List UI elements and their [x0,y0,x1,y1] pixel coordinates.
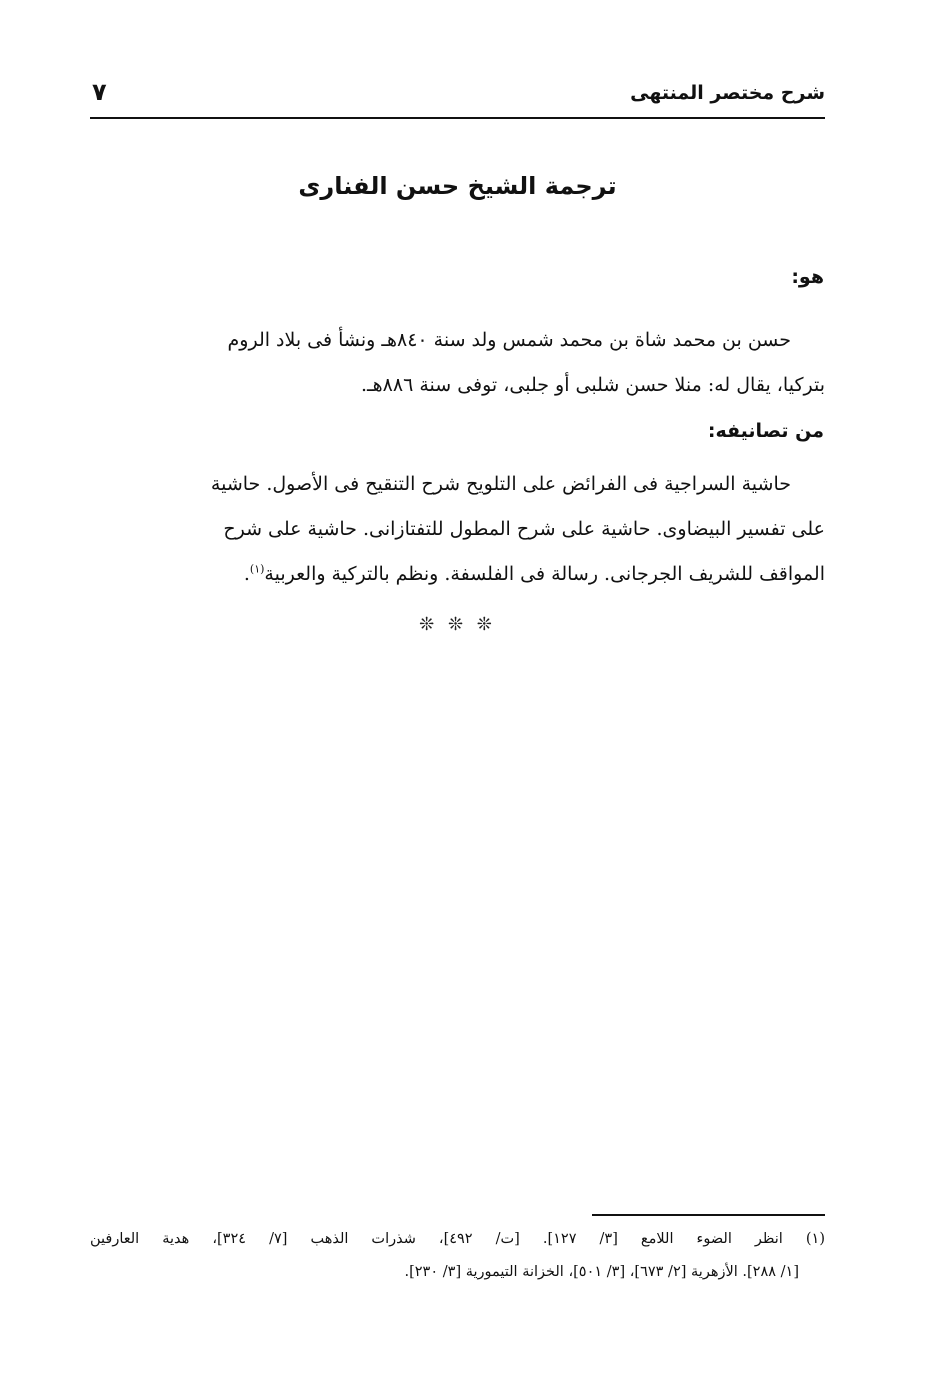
paragraph-line: حسن بن محمد شاة بن محمد شمس ولد سنة ٨٤٠هـ ونشأ فى بلاد الروم [227,329,791,351]
line-end-period: . [243,563,250,585]
footnote-reference[interactable]: (١) [249,562,265,576]
works-paragraph [90,462,825,597]
paragraph-line-text: المواقف للشريف الجرجانى. رسالة فى الفلسفة. ونظم بالتركية والعربية [264,563,825,585]
header-rule [90,117,825,119]
section-separator: ❊ ❊ ❊ [419,614,496,635]
paragraph-line: على تفسير البيضاوى. حاشية على شرح المطول للتفتازانى. حاشية على شرح [223,518,825,540]
chapter-title: ترجمة الشيخ حسن الفنارى [298,172,617,200]
footnote-rule [592,1214,825,1216]
section-heading-who: هو: [791,266,824,288]
running-header [90,78,825,118]
biography-paragraph [90,318,825,408]
footnote-line: (١) انظر الضوء اللامع [٣/ ١٢٧]. [ت/ ٤٩٢]، شذرات الذهب [٧/ ٣٢٤]، هدية العارفين [90,1231,825,1247]
page-number: ٧ [92,78,107,106]
footnote-line: [١/ ٢٨٨]. الأزهرية [٢/ ٦٧٣]، [٣/ ٥٠١]، الخزانة التيمورية [٣/ ٢٣٠]. [404,1264,799,1280]
section-heading-works: من تصانيفه: [707,420,824,442]
footnote [90,1223,825,1289]
paragraph-line: بتركيا، يقال له: منلا حسن شلبى أو جلبى، توفى سنة ٨٨٦هـ. [361,374,825,396]
paragraph-line: حاشية السراجية فى الفرائض على التلويح شرح التنقيح فى الأصول. حاشية [210,473,791,495]
running-header-title: شرح مختصر المنتهى [630,82,825,104]
paragraph-line-last [90,552,825,597]
